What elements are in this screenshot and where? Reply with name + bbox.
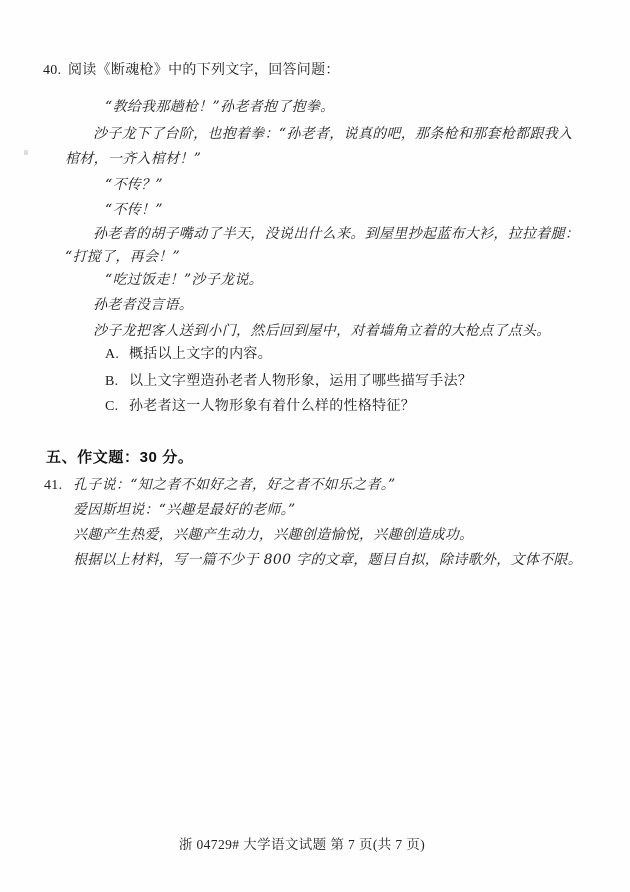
passage-line: 沙子龙下了台阶，也抱着拳：“孙老者，说真的吧，那条枪和那套枪都跟我入 xyxy=(93,126,573,142)
question-40-stem-line xyxy=(43,63,340,79)
question-41-stem-line xyxy=(44,477,396,494)
question-40-option-a xyxy=(105,347,272,363)
question-40-option-b xyxy=(105,374,472,390)
question-41-number: 41. xyxy=(44,478,63,493)
passage-line: 沙子龙把客人送到小门，然后回到屋中，对着墙角立着的大枪点了点头。 xyxy=(93,323,551,339)
page-footer: 浙 04729# 大学语文试题 第 7 页(共 7 页) xyxy=(178,837,426,852)
passage-line: 孙老者没言语。 xyxy=(93,297,194,313)
scan-artifact-dot xyxy=(24,150,28,155)
question-40-option-c xyxy=(105,399,415,415)
option-c-label: C. xyxy=(105,399,119,414)
passage-line: “不传？” xyxy=(105,177,163,193)
passage-line: “吃过饭走！”沙子龙说。 xyxy=(105,272,263,288)
section-five-heading: 五、作文题：30 分。 xyxy=(46,449,194,466)
option-b-text: 以上文字塑造孙老者人物形象，运用了哪些描写手法？ xyxy=(129,374,473,389)
question-41-material-line: 孔子说：“知之者不如好之者，好之者不如乐之者。” xyxy=(73,477,396,493)
option-c-text: 孙老者这一人物形象有着什么样的性格特征？ xyxy=(129,399,415,414)
question-41-material-line: 爱因斯坦说：“兴趣是最好的老师。” xyxy=(73,502,296,518)
passage-line: “打搅了，再会！” xyxy=(65,249,181,265)
question-40-stem: 阅读《断魂枪》中的下列文字，回答问题： xyxy=(68,63,340,78)
option-a-label: A. xyxy=(105,347,120,362)
option-a-text: 概括以上文字的内容。 xyxy=(129,347,272,362)
question-40-number: 40. xyxy=(43,63,62,78)
option-b-label: B. xyxy=(105,374,119,389)
passage-line: “教给我那趟枪！”孙老者抱了抱拳。 xyxy=(105,99,335,115)
passage-line: “不传！” xyxy=(105,202,163,218)
question-41-material-line: 兴趣产生热爱，兴趣产生动力，兴趣创造愉悦，兴趣创造成功。 xyxy=(73,527,474,543)
question-41-material-line: 根据以上材料，写一篇不少于 800 字的文章，题目自拟，除诗歌外，文体不限。 xyxy=(73,552,583,568)
passage-line: 孙老者的胡子嘴动了半天，没说出什么来。到屋里抄起蓝布大衫，拉拉着腿： xyxy=(93,226,580,242)
passage-line: 棺材，一齐入棺材！” xyxy=(65,151,202,167)
